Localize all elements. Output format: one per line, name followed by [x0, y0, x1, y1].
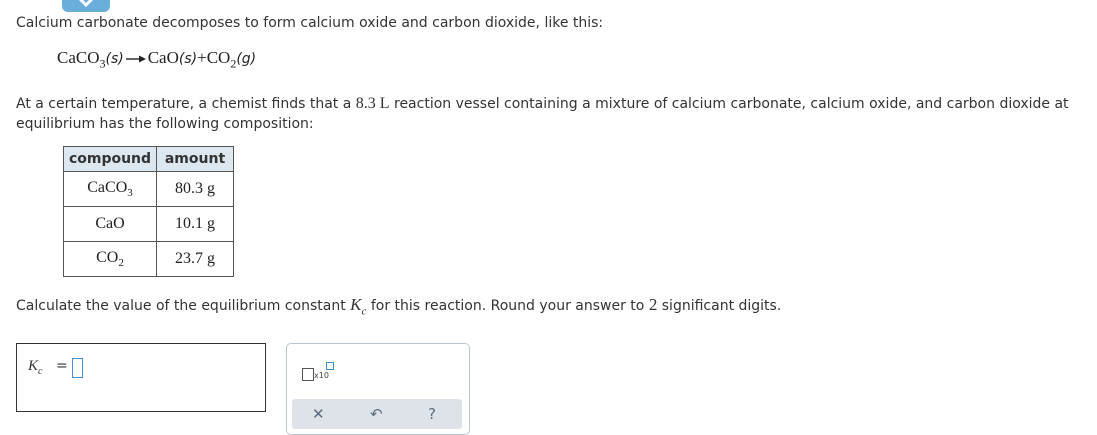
question-part-3: significant digits. [657, 298, 782, 314]
compound-name: CaCO [87, 178, 128, 196]
compound-cell [64, 242, 157, 277]
answer-k-letter: K [28, 358, 39, 374]
reaction-arrow-icon [126, 55, 146, 63]
product2-formula: CO [206, 48, 231, 67]
undo-button[interactable]: ↶ [370, 405, 383, 423]
help-button[interactable]: ? [428, 405, 436, 423]
context-text-1: At a certain temperature, a chemist finds that a [16, 96, 356, 112]
answer-label [28, 358, 42, 377]
amount-cell: 10.1 g [157, 207, 234, 242]
scientific-notation-icon [302, 368, 314, 381]
product1-state: (s) [178, 51, 198, 67]
plus-sign: + [197, 48, 207, 67]
table-row [64, 207, 234, 242]
compound-name: CaO [95, 215, 125, 232]
reactant-subscript: 3 [99, 56, 106, 71]
equals-sign: = [56, 358, 68, 374]
intro-text: Calcium carbonate decomposes to form calcium oxide and carbon dioxide, like this: [16, 15, 604, 31]
amount-cell: 23.7 g [157, 242, 234, 277]
k-subscript: c [361, 305, 367, 318]
exponent-box-icon [326, 362, 334, 370]
x10-label: x10 [314, 371, 329, 380]
question-part-1: Calculate the value of the equilibrium constant [16, 298, 351, 314]
compound-subscript: 3 [127, 187, 133, 200]
clear-button[interactable]: ✕ [312, 405, 325, 423]
context-text-2: reaction vessel containing a mixture of calcium carbonate, calcium oxide, and carbon dioxide at equilibrium has the following composition: [16, 96, 1069, 132]
action-bar [292, 399, 462, 429]
amount-cell: 80.3 g [157, 172, 234, 207]
significant-digits: 2 [648, 295, 658, 314]
table-row [64, 242, 234, 277]
table-row [64, 172, 234, 207]
collapse-chevron-button[interactable] [62, 0, 110, 12]
product1-formula: CaO [147, 48, 179, 67]
vessel-volume: 8.3 L [355, 95, 390, 112]
chevron-down-icon [78, 0, 94, 8]
question-text [16, 295, 781, 317]
reactant-formula: CaCO [57, 48, 100, 67]
k-letter: K [350, 295, 362, 314]
answer-box[interactable] [16, 343, 266, 412]
compound-subscript: 2 [118, 257, 124, 270]
product2-state: (g) [236, 51, 257, 67]
composition-table [63, 146, 234, 277]
amount-header: amount [157, 147, 234, 172]
compound-cell [64, 207, 157, 242]
problem-context [16, 94, 1091, 134]
compound-cell [64, 172, 157, 207]
question-part-2: for this reaction. Round your answer to [366, 298, 649, 314]
scientific-notation-button[interactable] [302, 361, 336, 383]
compound-name: CO [96, 248, 119, 266]
answer-k-subscript: c [38, 366, 43, 377]
reaction-equation [57, 48, 256, 71]
table-header-row [64, 147, 234, 172]
reactant-state: (s) [105, 51, 124, 67]
answer-input[interactable] [72, 358, 83, 378]
compound-header: compound [64, 147, 157, 172]
kc-symbol [350, 295, 367, 318]
product2-subscript: 2 [230, 56, 237, 71]
math-tools-panel [286, 343, 470, 435]
